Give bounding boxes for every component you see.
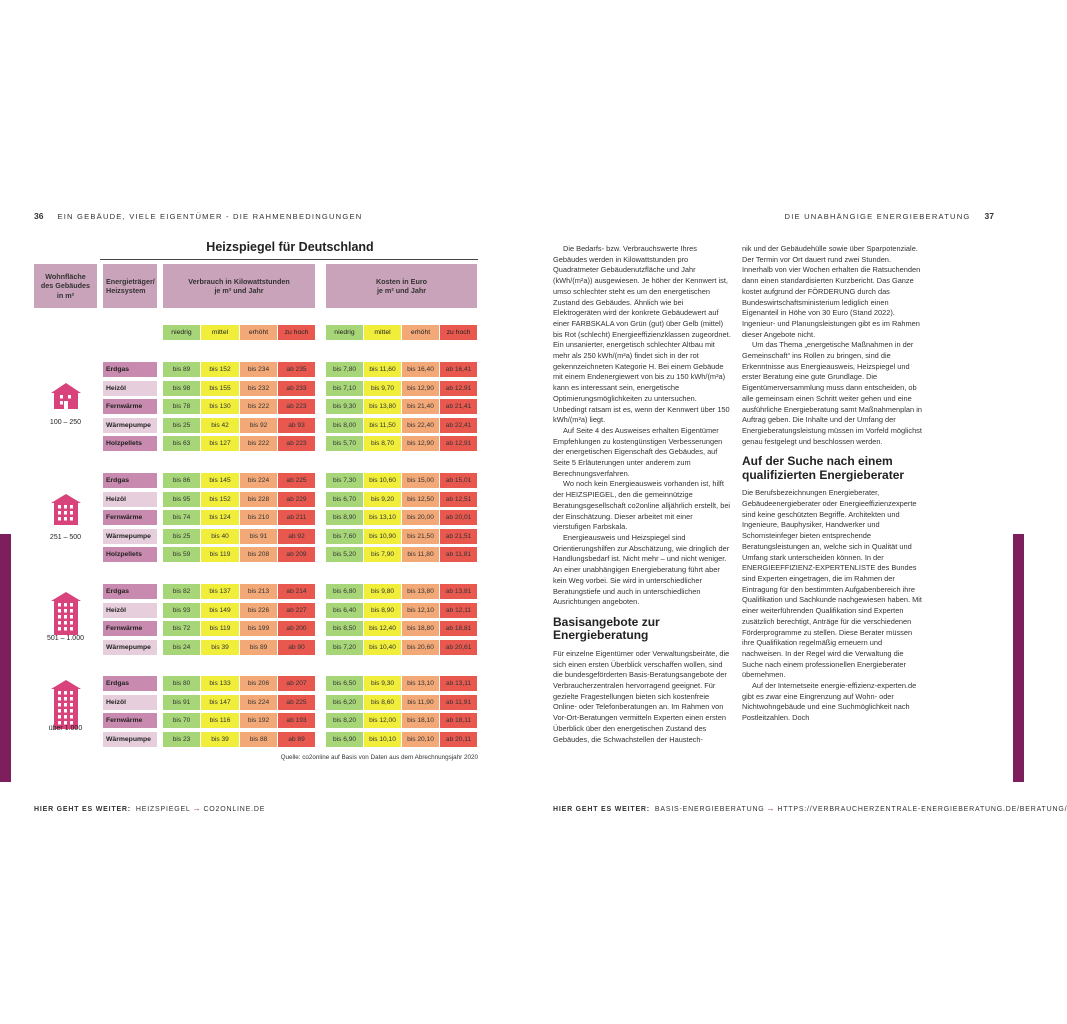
kosten-cell: bis 11,90 [402,695,439,710]
verbrauch-cell: bis 228 [240,492,277,507]
kosten-cell: ab 16,41 [440,362,477,377]
verbrauch-cell: bis 210 [240,510,277,525]
energy-label: Fernwärme [103,399,157,414]
energy-label: Holzpellets [103,436,157,451]
verbrauch-cell: bis 91 [163,695,200,710]
kosten-cell: bis 10,10 [364,732,401,747]
energy-label: Wärmepumpe [103,418,157,433]
kosten-cell: bis 7,30 [326,473,363,488]
verbrauch-cell: bis 89 [240,640,277,655]
kosten-cell: ab 18,81 [440,621,477,636]
kosten-cell: bis 11,60 [364,362,401,377]
energy-label: Erdgas [103,473,157,488]
house-icon [51,383,81,414]
kosten-cell: bis 16,40 [402,362,439,377]
footer-topic: HEIZSPIEGEL [135,806,191,813]
verbrauch-cell: bis 74 [163,510,200,525]
level-header-kosten: erhöht [402,325,439,340]
verbrauch-cell: bis 72 [163,621,200,636]
level-header-verbrauch: erhöht [240,325,277,340]
verbrauch-cell: bis 24 [163,640,200,655]
kosten-cell: bis 9,30 [326,399,363,414]
footer-right [553,804,1067,813]
verbrauch-cell: bis 95 [163,492,200,507]
kosten-cell: bis 11,80 [402,547,439,562]
verbrauch-cell: bis 224 [240,473,277,488]
level-header-verbrauch: zu hoch [278,325,315,340]
verbrauch-cell: bis 152 [201,492,239,507]
verbrauch-cell: bis 91 [240,529,277,544]
kosten-cell: bis 9,30 [364,676,401,691]
kosten-cell: bis 8,90 [326,510,363,525]
verbrauch-cell: bis 59 [163,547,200,562]
footer-lead: HIER GEHT ES WEITER: [553,806,650,813]
kosten-cell: ab 21,51 [440,529,477,544]
verbrauch-cell: bis 155 [201,381,239,396]
kosten-cell: bis 20,10 [402,732,439,747]
verbrauch-cell: ab 214 [278,584,315,599]
kosten-cell: bis 8,90 [364,603,401,618]
kosten-cell: bis 8,70 [364,436,401,451]
verbrauch-cell: ab 223 [278,399,315,414]
area-label: 251 – 500 [49,534,82,541]
kosten-cell: bis 20,60 [402,640,439,655]
verbrauch-cell: bis 145 [201,473,239,488]
verbrauch-cell: bis 133 [201,676,239,691]
kosten-cell: bis 12,10 [402,603,439,618]
paragraph: Die Berufsbezeichnungen Energieberater, Gebäudeenergieberater oder Energieeffizienzexperte sind keine geschützten Begriffe. Architekten und Ingenieure, Bauphysiker, Handwerker und Schornsteinfeger bieten entsprechende Beratungsleistungen an, welche sich in Qualität und Umfang stark unterscheiden können. In der ENERGIEEFFIZIENZ-EXPERTENLISTE des Bundes sind Experten eingetragen, die im Rahmen der Eintragung für den bestimmten Aufgabenbereich ihre Qualifikation und Sachkunde nachgewiesen haben. Mit einer weiterführenden Qualifikation sind Experten zusätzlich berechtigt, Anträge für die verschiedenen Förderprogramme zu stellen. Diese Berater müssen ihre Qualifikation regelmäßig erneuern und nachweisen. In der Regel wird die Verwaltung die Suche nach einem professionellen Energieberater übernehmen. [742,488,922,680]
kosten-cell: bis 6,70 [326,492,363,507]
energy-label: Heizöl [103,695,157,710]
kosten-cell: ab 12,51 [440,492,477,507]
kosten-cell: bis 8,00 [326,418,363,433]
kosten-cell: bis 20,00 [402,510,439,525]
kosten-cell: ab 15,01 [440,473,477,488]
energy-label: Wärmepumpe [103,640,157,655]
energy-label: Holzpellets [103,547,157,562]
energy-label: Wärmepumpe [103,529,157,544]
energy-label: Erdgas [103,584,157,599]
area-label: 501 – 1.000 [47,635,84,642]
kosten-cell: bis 7,90 [364,547,401,562]
paragraph: Für einzelne Eigentümer oder Verwaltungsbeiräte, die sich einen ersten Überblick verschaffen wollen, sind die bundesgeförderten Basis-Beratungsangebote der Verbraucherzentralen hervorragend geeignet. Für gezielte Fragestellungen bieten sich kostenfreie Online- oder Telefonberatungen an. Im Rahmen von Vor-Ort-Beratungen vermitteln Experten einen ersten Überblick über den energetischen Zustand des Gebäudes, die Schwachstellen der Haustech- [553,648,730,744]
kosten-cell: bis 12,90 [402,381,439,396]
verbrauch-cell: bis 78 [163,399,200,414]
kosten-cell: bis 12,50 [402,492,439,507]
energy-label: Fernwärme [103,713,157,728]
energy-label: Heizöl [103,603,157,618]
verbrauch-cell: bis 82 [163,584,200,599]
verbrauch-cell: bis 224 [240,695,277,710]
verbrauch-cell: bis 127 [201,436,239,451]
level-header-kosten: niedrig [326,325,363,340]
energy-label: Wärmepumpe [103,732,157,747]
kosten-cell: bis 12,90 [402,436,439,451]
level-header-verbrauch: niedrig [163,325,200,340]
table-source: Quelle: co2online auf Basis von Daten aus dem Abrechnungsjahr 2020 [280,754,478,761]
verbrauch-cell: bis 130 [201,399,239,414]
kosten-cell: bis 13,10 [402,676,439,691]
kosten-cell: ab 13,81 [440,584,477,599]
text-column-2 [742,244,922,724]
verbrauch-cell: bis 222 [240,399,277,414]
kosten-cell: ab 21,41 [440,399,477,414]
verbrauch-cell: bis 92 [240,418,277,433]
verbrauch-cell: bis 234 [240,362,277,377]
kosten-cell: bis 12,40 [364,621,401,636]
arrow-right-icon: → [766,804,776,813]
verbrauch-cell: bis 88 [240,732,277,747]
verbrauch-cell: ab 235 [278,362,315,377]
kosten-cell: bis 9,80 [364,584,401,599]
kosten-cell: bis 9,70 [364,381,401,396]
kosten-cell: ab 13,11 [440,676,477,691]
verbrauch-cell: bis 39 [201,732,239,747]
title-rule [100,259,478,260]
level-header-kosten: zu hoch [440,325,477,340]
paragraph: Um das Thema „energetische Maßnahmen in der Gemeinschaft“ ins Rollen zu bringen, sind die Erkenntnisse aus Energieausweis, Heizspiegel und erster Beratung eine gute Grundlage. Die Eigentümerversammlung muss dann entscheiden, ob alle gemeinsam einen Schritt weiter gehen und eine ausführliche Energieberatung samt Maßnahmenplan in Auftrag geben. Die Inhalte und der Umfang der Energieberatungsleistung müssen im Vorfeld möglichst genau festgelegt und beschlossen werden. [742,340,922,446]
verbrauch-cell: bis 137 [201,584,239,599]
kosten-cell: bis 7,60 [326,529,363,544]
kosten-cell: bis 18,10 [402,713,439,728]
kosten-cell: bis 5,70 [326,436,363,451]
level-header-verbrauch: mittel [201,325,239,340]
arrow-right-icon: → [192,804,202,813]
verbrauch-cell: bis 119 [201,621,239,636]
level-header-kosten: mittel [364,325,401,340]
kosten-cell: bis 6,40 [326,603,363,618]
verbrauch-cell: bis 70 [163,713,200,728]
footer-lead: HIER GEHT ES WEITER: [34,806,131,813]
verbrauch-cell: ab 233 [278,381,315,396]
verbrauch-cell: bis 206 [240,676,277,691]
verbrauch-cell: ab 211 [278,510,315,525]
kosten-cell: ab 20,11 [440,732,477,747]
kosten-cell: bis 21,40 [402,399,439,414]
verbrauch-cell: ab 90 [278,640,315,655]
paragraph: Energieausweis und Heizspiegel sind Orientierungshilfen zur Abschätzung, wie dringlich der Handlungsbedarf ist. Nicht mehr – und nicht weniger. An einer unabhängigen Energieberatung führt aber kein Weg vorbei. Sie wird in unterschiedlicher Beratungstiefe und auch in unterschiedlichen Ausrichtungen angeboten. [553,532,730,607]
kosten-cell: bis 18,80 [402,621,439,636]
energy-label: Erdgas [103,362,157,377]
page-number-right: 37 [984,211,994,221]
kosten-cell: ab 12,91 [440,381,477,396]
energy-label: Fernwärme [103,510,157,525]
verbrauch-cell: bis 98 [163,381,200,396]
kosten-cell: bis 21,50 [402,529,439,544]
verbrauch-cell: bis 42 [201,418,239,433]
kosten-cell: bis 8,50 [326,621,363,636]
kosten-cell: bis 13,80 [402,584,439,599]
kosten-cell: bis 5,20 [326,547,363,562]
verbrauch-cell: bis 23 [163,732,200,747]
kosten-cell: bis 7,10 [326,381,363,396]
verbrauch-cell: bis 39 [201,640,239,655]
header-verbrauch: Verbrauch in Kilowattstunden je m² und Jahr [163,264,315,308]
kosten-cell: bis 10,60 [364,473,401,488]
kosten-cell: bis 15,00 [402,473,439,488]
verbrauch-cell: bis 124 [201,510,239,525]
verbrauch-cell: bis 226 [240,603,277,618]
verbrauch-cell: ab 200 [278,621,315,636]
verbrauch-cell: bis 208 [240,547,277,562]
area-label: über 1.000 [48,725,83,732]
paragraph: nik und der Gebäudehülle sowie über Sparpotenziale. Der Termin vor Ort dauert rund zwei Stunden. Innerhalb von vier Wochen erhalten die Ratsuchenden dann einen standardisierten Kurzbericht. Das Ganze kostet aufgrund der FÖRDERUNG durch das Bundeswirtschaftsministerium lediglich einen Eigenanteil in Höhe von 30 Euro (Stand 2022). Ingenieur- und Planungsleistungen gibt es im Rahmen dieser Angebote nicht. [742,244,921,339]
kosten-cell: ab 22,41 [440,418,477,433]
kosten-cell: ab 11,91 [440,695,477,710]
footer-link[interactable]: CO2ONLINE.DE [203,806,266,813]
left-edge-marker [0,534,11,782]
verbrauch-cell: bis 116 [201,713,239,728]
subheading: Basisangebote zur Energieberatung [553,614,660,643]
chapter-title: EIN GEBÄUDE, VIELE EIGENTÜMER - DIE RAHMENBEDINGUNGEN [57,212,363,221]
area-label: 100 – 250 [49,419,82,426]
verbrauch-cell: bis 192 [240,713,277,728]
footer-left [34,804,265,813]
kosten-cell: bis 6,20 [326,695,363,710]
verbrauch-cell: bis 25 [163,529,200,544]
kosten-cell: bis 10,40 [364,640,401,655]
house-icon [51,592,81,640]
kosten-cell: bis 8,20 [326,713,363,728]
verbrauch-cell: ab 93 [278,418,315,433]
verbrauch-cell: bis 25 [163,418,200,433]
verbrauch-cell: ab 193 [278,713,315,728]
verbrauch-cell: ab 223 [278,436,315,451]
kosten-cell: ab 18,11 [440,713,477,728]
verbrauch-cell: ab 209 [278,547,315,562]
running-header-left [34,211,362,221]
footer-topic: BASIS-ENERGIEBERATUNG [654,806,765,813]
text-column-1 [553,244,731,745]
kosten-cell: ab 20,01 [440,510,477,525]
running-header-right [785,211,994,221]
paragraph: Auf Seite 4 des Ausweises erhalten Eigentümer Empfehlungen zu kostengünstigen Verbesserungen der energetischen Eigenschaft des Gebäudes, auf Seite 5 Erläuterungen unter anderem zum Berechnungsverfahren. [553,425,723,478]
kosten-cell: bis 9,20 [364,492,401,507]
right-edge-marker [1013,534,1024,782]
kosten-cell: ab 20,61 [440,640,477,655]
paragraph: Wo noch kein Energieausweis vorhanden ist, hilft der HEIZSPIEGEL, den die gemeinnützige Beratungsgesellschaft co2online alljährlich erstellt, bei der Einschätzung. Dieser arbeitet mit einer vierstufigen Farbskala. [553,479,731,532]
kosten-cell: bis 6,90 [326,732,363,747]
kosten-cell: ab 12,91 [440,436,477,451]
house-icon [51,494,81,530]
kosten-cell: bis 10,90 [364,529,401,544]
footer-link[interactable]: HTTPS://VERBRAUCHERZENTRALE-ENERGIEBERATUNG.DE/BERATUNG/ [777,806,1067,813]
verbrauch-cell: bis 152 [201,362,239,377]
kosten-cell: bis 22,40 [402,418,439,433]
verbrauch-cell: bis 147 [201,695,239,710]
paragraph: Auf der Internetseite energie-effizienz-experten.de gibt es zwar eine Eingrenzung auf Wohn- oder Nichtwohngebäude und eine Suchmöglichkeit nach Postleitzahlen. Doch [742,681,917,723]
verbrauch-cell: bis 63 [163,436,200,451]
verbrauch-cell: ab 227 [278,603,315,618]
section-title: DIE UNABHÄNGIGE ENERGIEBERATUNG [784,212,971,221]
subheading: Auf der Suche nach einem qualifizierten Energieberater [742,454,905,482]
verbrauch-cell: ab 229 [278,492,315,507]
verbrauch-cell: bis 89 [163,362,200,377]
header-area: Wohnfläche des Gebäudes in m² [34,264,97,308]
verbrauch-cell: bis 199 [240,621,277,636]
table-title: Heizspiegel für Deutschland [206,240,374,254]
kosten-cell: bis 7,80 [326,362,363,377]
verbrauch-cell: ab 92 [278,529,315,544]
verbrauch-cell: bis 86 [163,473,200,488]
kosten-cell: bis 11,50 [364,418,401,433]
verbrauch-cell: bis 80 [163,676,200,691]
energy-label: Heizöl [103,492,157,507]
verbrauch-cell: bis 40 [201,529,239,544]
paragraph: Die Bedarfs- bzw. Verbrauchswerte Ihres Gebäudes werden in Kilowattstunden pro Quadratmeter Gebäudenutzfläche und Jahr (kWh/(m²a)) ausgewiesen. Je höher der Kennwert ist, umso schlechter steht es um den energetischen Zustand des Gebäudes. Ähnlich wie bei Elektrogeräten wird der konkrete Gebäudewert auf einer FARBSKALA von Grün (gut) über Gelb (mittel) bis Rot (schlecht) Energieeffizienzklassen zugeordnet. Ein unsanierter, energetisch schlechter Altbau mit mehr als 250 kWh/(m²a) findet sich in der rot gekennzeichneten Kategorie H. Bei einem Gebäude mit einem Endenergiewert von bis zu 150 kWh/(m²a) kann es interessant sein, energetische Optimierungsmöglichkeiten zu untersuchen. Unbedingt ratsam ist es, wenn der Kennwert über 150 kWh/(m²a) liegt. [553,244,731,425]
verbrauch-cell: ab 225 [278,695,315,710]
kosten-cell: ab 12,11 [440,603,477,618]
energy-label: Fernwärme [103,621,157,636]
energy-label: Heizöl [103,381,157,396]
kosten-cell: bis 6,80 [326,584,363,599]
verbrauch-cell: bis 119 [201,547,239,562]
verbrauch-cell: bis 222 [240,436,277,451]
verbrauch-cell: bis 213 [240,584,277,599]
header-kosten: Kosten in Euro je m² und Jahr [326,264,477,308]
verbrauch-cell: ab 207 [278,676,315,691]
verbrauch-cell: ab 89 [278,732,315,747]
kosten-cell: bis 8,60 [364,695,401,710]
verbrauch-cell: bis 93 [163,603,200,618]
verbrauch-cell: ab 225 [278,473,315,488]
kosten-cell: bis 13,10 [364,510,401,525]
energy-label: Erdgas [103,676,157,691]
page-number-left: 36 [34,211,44,221]
verbrauch-cell: bis 232 [240,381,277,396]
kosten-cell: bis 12,00 [364,713,401,728]
header-energy: Energieträger/ Heizsystem [103,264,157,308]
verbrauch-cell: bis 149 [201,603,239,618]
kosten-cell: bis 13,80 [364,399,401,414]
kosten-cell: bis 6,50 [326,676,363,691]
kosten-cell: bis 7,20 [326,640,363,655]
kosten-cell: ab 11,81 [440,547,477,562]
